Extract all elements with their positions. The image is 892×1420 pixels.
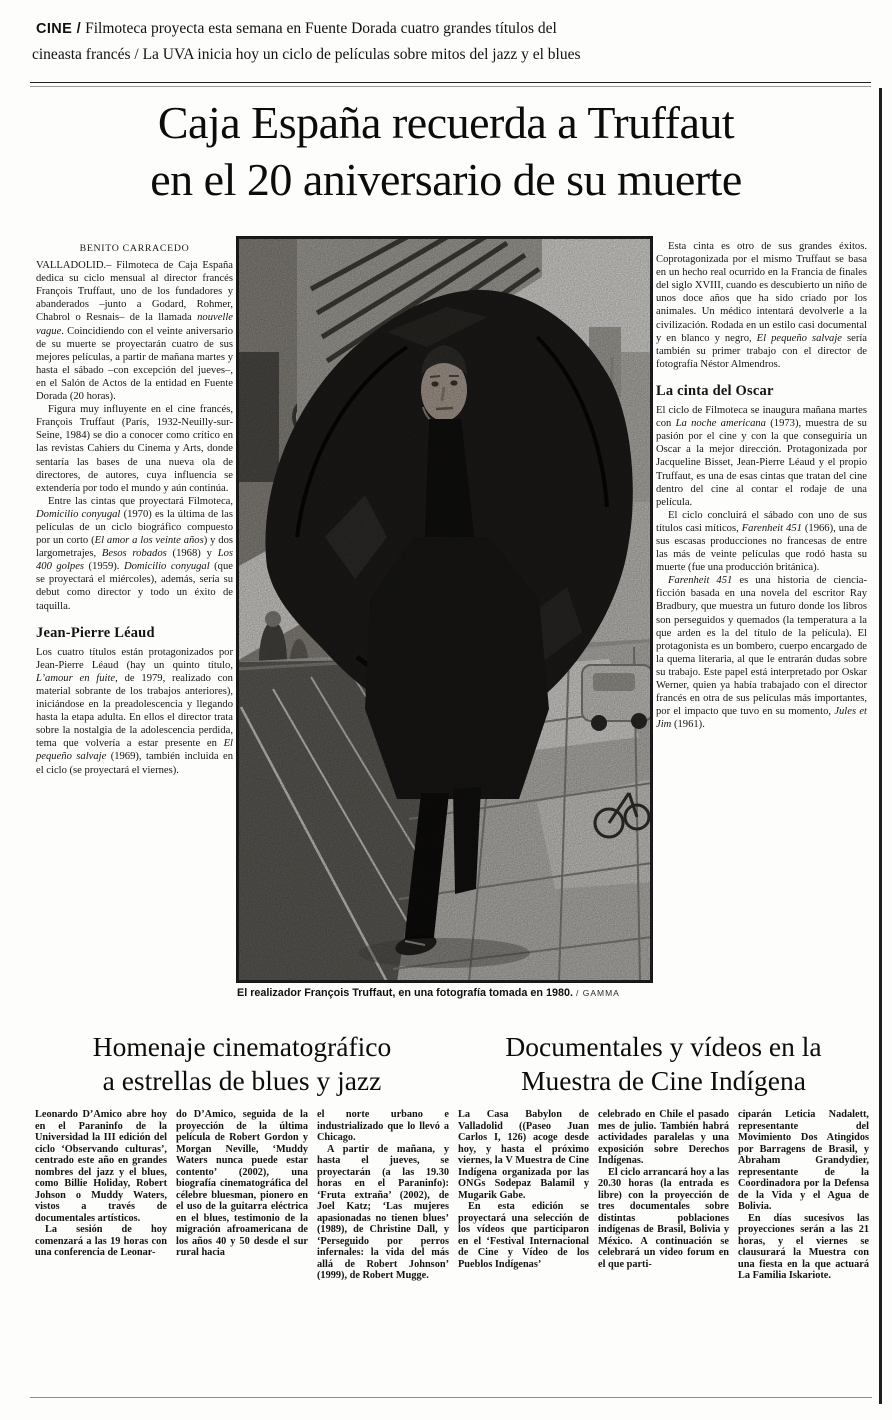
- paragraph: el norte urbano e industrializado que lo llevó a Chicago.: [317, 1109, 449, 1143]
- cine-indigena-col-2: [598, 1109, 729, 1282]
- paragraph: A partir de mañana, y hasta el jueves, se proyectarán (a las 19.30 horas en el Paraninfo): ‘Fruta extraña’ (2002), de Joel Katz; ‘Las mujeres apasionadas no tienen blues’ (1989), de Christine Dall, y ‘Perseguido por perros infernales: la vida del más allá de Robert Johnson’ (1999), de Robert Mugge.: [317, 1143, 449, 1281]
- photo-figure: [237, 237, 652, 999]
- headline-line-1: Caja España recuerda a Truffaut: [157, 97, 735, 148]
- bottom-rule: [30, 1397, 872, 1398]
- section-subhead: Jean-Pierre Léaud: [36, 624, 155, 641]
- blues-jazz-headline: [35, 1030, 449, 1098]
- paragraph: El ciclo arrancará hoy a las 20.30 horas (la entrada es libre) con la proyección de tres documentales sobre distintas poblaciones indígenas de Brasil, Bolivia y México. A continuación se celebrará un video forum en el que parti-: [598, 1166, 729, 1270]
- cine-indigena-columns: [458, 1109, 869, 1282]
- paragraph: Los cuatro títulos están protagonizados por Jean-Pierre Léaud (hay un quinto título, L’amour en fuite, de 1979, realizado con material sobrante de los trabajos anteriores), iniciándose en la preadolescencia y llegando hasta la etapa adulta. En ellos el director trata sobre la nostalgia de la adolescencia perdida, tema que volvería a estar presente en El pequeño salvaje (1969), también incluida en el ciclo (se proyectará el viernes).: [36, 646, 234, 776]
- paragraph: En esta edición se proyectará una selección de los vídeos que participaron en el ‘Festival Internacional de Cine y Vídeo de los Pueblos Indígenas’: [458, 1201, 589, 1270]
- cine-indigena-col-1: [458, 1109, 589, 1282]
- paragraph: La sesión de hoy comenzará a las 19 horas con una conferencia de Leonar-: [35, 1224, 167, 1258]
- main-headline: [18, 94, 874, 208]
- photo-caption-text: El realizador François Truffaut, en una fotografía tomada en 1980.: [237, 987, 573, 999]
- right-edge-rule: [879, 88, 882, 1404]
- article-text-right: [656, 240, 867, 731]
- kicker-text-2: cineasta francés / La UVA inicia hoy un ciclo de películas sobre mitos del jazz y el blues: [32, 46, 581, 63]
- photo-caption: [237, 987, 652, 999]
- paragraph: Figura muy influyente en el cine francés, François Truffaut (París, 1932-Neuilly-sur-Seine, 1984) se dio a conocer como crítico en las revistas Cahiers du Cinema y Arts, donde sentaría las bases de una nueva ola de directores, de autores, cuya influencia se extendería por todo el mundo y aún continúa.: [36, 404, 233, 494]
- paragraph: ciparán Leticia Nadalett, representante del Movimiento Dos Atingidos por Barragens de Brasil, y Abraham Grandydier, representante de la Coordinadora por la Defensa de la Vida y el Agua de Bolivia.: [738, 1109, 869, 1212]
- paragraph: VALLADOLID.– Filmoteca de Caja España dedica su ciclo mensual al director francés François Truffaut, uno de los fundadores y abanderados –junto a Godard, Rohmer, Chabrol o Resnais– de la llamada nouvelle vague. Coincidiendo con el veinte aniversario de su muerte se proyectarán cuatro de sus mejores películas, a partir de mañana martes y hasta el sábado –con excepción del jueves–, en el Salón de Actos de la entidad en Fuente Dorada (20 horas).: [36, 260, 233, 403]
- byline: BENITO CARRACEDO: [79, 243, 190, 254]
- section-subhead: La cinta del Oscar: [656, 382, 774, 399]
- cine-indigena-col-3: [738, 1109, 869, 1282]
- headline-line-2: en el 20 aniversario de su muerte: [150, 154, 742, 205]
- header-rule: [30, 82, 871, 87]
- main-article-right-column: [656, 240, 867, 731]
- paragraph: Leonardo D’Amico abre hoy en el Paraninfo de la Universidad la III edición del ciclo ‘Observando culturas’, centrado este año en grandes nombres del jazz y el blues, como Billie Holiday, Robert Johson o Muddy Waters, vistos a través de documentales artísticos.: [35, 1109, 167, 1224]
- kicker-line-2: [32, 42, 868, 68]
- blues-jazz-columns: [35, 1109, 449, 1282]
- cine-indigena-headline: [458, 1030, 869, 1098]
- paragraph: Entre las cintas que proyectará Filmoteca, Domicilio conyugal (1970) es la última de las películas de un ciclo biográfico compuesto por un corto (El amor a los veinte años) y dos largometrajes, Besos robados (1968) y Los 400 golpes (1959). Domicilio conyugal (que se proyectará el miércoles), además, sería su debut como director y todo un éxito de taquilla.: [36, 495, 233, 612]
- cine-indigena-headline-line-1: Documentales y vídeos en la: [505, 1031, 822, 1062]
- paragraph: celebrado en Chile el pasado mes de julio. También habrá actividades paralelas y una exposición sobre Derechos Indígenas.: [598, 1109, 729, 1166]
- paragraph: El ciclo de Filmoteca se inaugura mañana martes con La noche americana (1973), muestra de su pasión por el cine y con la que conseguiría un Oscar a la mejor dirección. Protagonizada por Jacqueline Bisset, Jean-Pierre Léaud y el propio Truffaut, es una de esas cintas que tratan del cine dentro del cine al contar el rodaje de una película.: [656, 405, 867, 508]
- truffaut-rain-photo: [237, 237, 652, 982]
- blues-jazz-col-2: [176, 1109, 308, 1282]
- paragraph: La Casa Babylon de Valladolid ((Paseo Juan Carlos I, 126) acoge desde hoy, y hasta el próximo viernes, la V Muestra de Cine Indígena organizada por las ONGs Sodepaz Balamil y Mugarik Gabe.: [458, 1109, 589, 1201]
- article-text-left: [36, 259, 233, 777]
- blues-jazz-headline-line-2: a estrellas de blues y jazz: [102, 1065, 382, 1096]
- main-article-left-column: [36, 240, 233, 777]
- paragraph: El ciclo concluirá el sábado con uno de sus títulos casi míticos, Farenheit 451 (1966), una de sus escasas producciones no francesas de entre las más de veinte películas que rodó hasta su muerte (fue una producción británica).: [656, 509, 867, 574]
- photo-credit: / GAMMA: [575, 988, 620, 998]
- paragraph: En días sucesivos las proyecciones serán a las 21 horas, y el viernes se clausurará la Muestra con una fiesta en la que actuará La Familia Iskariote.: [738, 1212, 869, 1281]
- paragraph: Esta cinta es otro de sus grandes éxitos. Coprotagonizada por el mismo Truffaut se basa en un hecho real ocurrido en la Francia de finales del siglo XVIII, cuando es descubierto un niño de unos doce años que ha sido criado por los animales. Un médico intentará devolverle a la civilización. Rodada en un estilo casi documental y en blanco y negro, El pequeño salvaje sería también su primer trabajo con el director de fotografía Néstor Almendros.: [656, 241, 868, 370]
- blues-jazz-col-1: [35, 1109, 167, 1282]
- section-label: CINE /: [36, 21, 82, 37]
- kicker: [32, 16, 868, 68]
- paragraph: Farenheit 451 es una historia de ciencia-ficción basada en una novela del escritor Ray Bradbury, que muestra un futuro donde los libros son perseguidos y quemados (la temperatura a la que arden es la del título de la película). El protagonista es un bombero, cuerpo encargado de la quema literaria, al que le entrarán dudas sobre su trabajo. Este papel está interpretado por Oskar Werner, quien ya había trabajado con el director francés en otra de sus películas más importantes, por el impacto que tuvo en su momento, Jules et Jim (1961).: [656, 575, 867, 731]
- kicker-text-1: Filmoteca proyecta esta semana en Fuente Dorada cuatro grandes títulos del: [85, 20, 557, 37]
- blues-jazz-headline-line-1: Homenaje cinematográfico: [92, 1031, 392, 1062]
- article-blues-jazz: [35, 1030, 449, 1282]
- kicker-line-1: [36, 16, 868, 42]
- article-cine-indigena: [458, 1030, 869, 1282]
- cine-indigena-headline-line-2: Muestra de Cine Indígena: [521, 1065, 806, 1096]
- paragraph: do D’Amico, seguida de la proyección de la última película de Robert Gordon y Morgan Neville, ‘Muddy Waters nunca puede estar contento’ (2002), una biografía cinematográfica del célebre bluesman, pionero en el uso de la guitarra eléctrica en el blues, testimonio de la migración afroamericana de los años 40 y 50 desde el sur rural hacia: [176, 1109, 308, 1258]
- blues-jazz-col-3: [317, 1109, 449, 1282]
